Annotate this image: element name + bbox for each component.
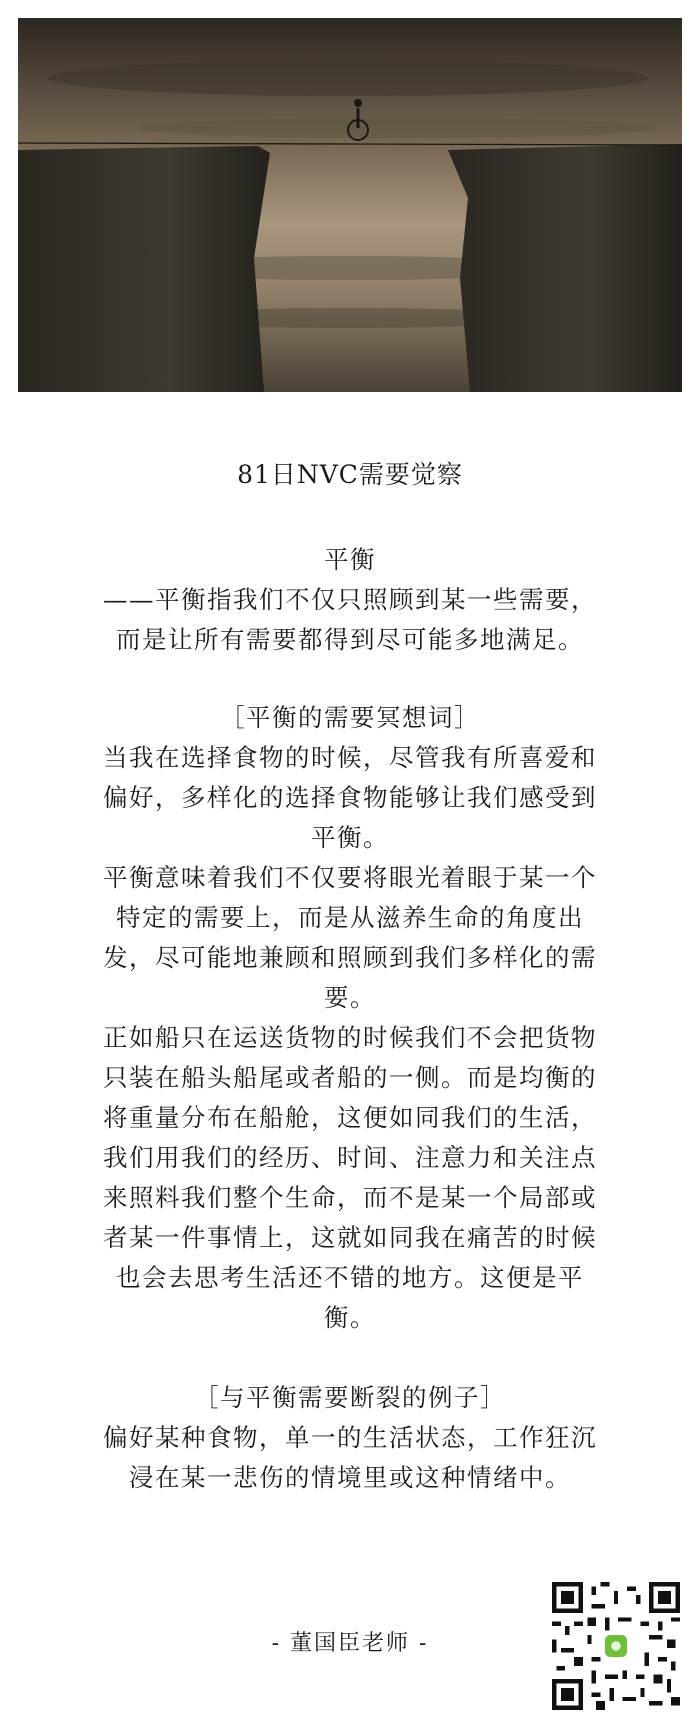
- meditation-line: 只装在船头船尾或者船的一侧。而是均衡的: [103, 1063, 597, 1092]
- hero-image: [18, 18, 682, 392]
- meditation-line: 衡。: [324, 1303, 376, 1332]
- need-name: 平衡: [324, 545, 376, 574]
- meditation-line: 来照料我们整个生命，而不是某一个局部或: [103, 1183, 597, 1212]
- example-line: 偏好某种食物，单一的生活状态，工作狂沉: [103, 1423, 597, 1452]
- meditation-line: 要。: [324, 983, 376, 1012]
- meditation-line: 当我在选择食物的时候，尽管我有所喜爱和: [103, 743, 597, 772]
- meditation-line: 者某一件事情上，这就如同我在痛苦的时候: [103, 1223, 597, 1252]
- article-title: 81日NVC需要觉察: [237, 460, 463, 489]
- meditation-line: 我们用我们的经历、时间、注意力和关注点: [103, 1143, 597, 1172]
- meditation-line: 偏好，多样化的选择食物能够让我们感受到: [103, 783, 597, 812]
- qr-code-icon: [552, 1582, 680, 1710]
- meditation-line: 平衡。: [311, 823, 389, 852]
- meditation-line: 特定的需要上，而是从滋养生命的角度出: [116, 903, 584, 932]
- meditation-line: 将重量分布在船舱，这便如同我们的生活，: [103, 1103, 597, 1132]
- meditation-line: 平衡意味着我们不仅要将眼光着眼于某一个: [103, 863, 597, 892]
- meditation-line: 正如船只在运送货物的时候我们不会把货物: [103, 1023, 597, 1052]
- tightrope-cliffs-illustration: [18, 18, 682, 392]
- definition-line: 而是让所有需要都得到尽可能多地满足。: [116, 625, 584, 654]
- author-signature: - 董国臣老师 -: [271, 1631, 429, 1656]
- meditation-line: 发，尽可能地兼顾和照顾到我们多样化的需: [103, 943, 597, 972]
- definition-line: ——平衡指我们不仅只照顾到某一些需要，: [103, 585, 597, 614]
- example-line: 浸在某一悲伤的情境里或这种情绪中。: [129, 1463, 571, 1492]
- example-heading: ［与平衡需要断裂的例子］: [194, 1383, 506, 1412]
- meditation-line: 也会去思考生活还不错的地方。这便是平: [116, 1263, 584, 1292]
- article-body: [60, 455, 640, 1498]
- meditation-heading: ［平衡的需要冥想词］: [220, 703, 480, 732]
